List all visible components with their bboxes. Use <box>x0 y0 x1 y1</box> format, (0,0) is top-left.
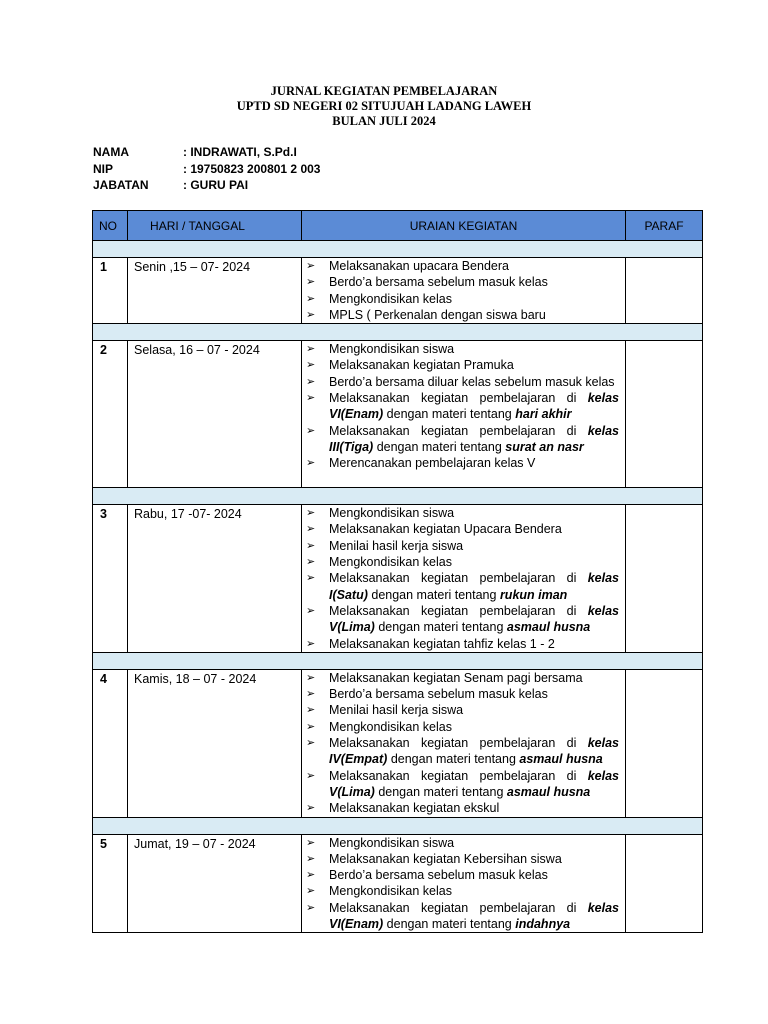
activity-text: Mengkondisikan kelas <box>329 884 452 899</box>
activity-text: Berdo’a bersama sebelum masuk kelas <box>329 868 548 883</box>
identity-row-jabatan <box>93 177 320 194</box>
activity-item <box>306 636 619 652</box>
activity-item <box>306 341 619 357</box>
row-signature <box>626 505 703 653</box>
activity-emphasis: hari akhir <box>515 407 572 422</box>
row-number: 2 <box>93 341 128 488</box>
activity-text: Melaksanakan kegiatan pembelajaran di <box>329 900 588 915</box>
col-header-activity: URAIAN KEGIATAN <box>302 211 626 241</box>
identity-label: NAMA <box>93 145 129 159</box>
table-row <box>93 258 703 324</box>
activity-item <box>306 521 619 537</box>
activity-text: Melaksanakan kegiatan Upacara Bendera <box>329 522 562 537</box>
row-signature <box>626 669 703 817</box>
activity-item <box>306 274 619 290</box>
col-header-no: NO <box>93 211 128 241</box>
activity-item <box>306 307 619 323</box>
activity-item <box>306 883 619 899</box>
activity-item <box>306 670 619 686</box>
activity-text: dengan materi tentang <box>373 439 506 454</box>
activity-item <box>306 768 619 801</box>
activity-text: Melaksanakan upacara Bendera <box>329 259 509 273</box>
activity-text: Berdo’a bersama sebelum masuk kelas <box>329 275 548 290</box>
row-date: Jumat, 19 – 07 - 2024 <box>128 834 302 933</box>
activity-text: dengan materi tentang <box>374 620 507 635</box>
identity-value: : GURU PAI <box>183 178 249 192</box>
activity-emphasis: indahnya <box>515 917 571 932</box>
journal-table <box>92 210 703 933</box>
spacer-cell <box>93 652 703 669</box>
identity-row-nip <box>93 161 320 178</box>
activity-item <box>306 702 619 718</box>
activity-item <box>306 867 619 883</box>
row-activities <box>302 834 626 933</box>
col-header-date: HARI / TANGGAL <box>128 211 302 241</box>
activity-emphasis: rukun iman <box>499 587 568 602</box>
row-number: 1 <box>93 258 128 324</box>
activity-text: Mengkondisikan kelas <box>329 719 452 734</box>
activity-emphasis: kelas VI(Enam) <box>329 391 619 422</box>
activity-text: Menilai hasil kerja siswa <box>329 703 464 718</box>
activity-item <box>306 603 619 636</box>
identity-value: : 19750823 200801 2 003 <box>183 161 321 176</box>
activity-emphasis: kelas III(Tiga) <box>329 423 619 454</box>
activity-item <box>306 390 619 423</box>
activity-list <box>302 835 625 933</box>
activity-text: Melaksanakan kegiatan pembelajaran di <box>329 736 588 751</box>
activity-item <box>306 719 619 735</box>
journal-table-body <box>93 211 703 933</box>
table-spacer-row <box>93 817 703 834</box>
activity-item <box>306 735 619 768</box>
activity-text: dengan materi tentang <box>387 752 520 767</box>
activity-text: Melaksanakan kegiatan tahfiz kelas 1 - 2 <box>329 636 555 651</box>
activity-text: Melaksanakan kegiatan Pramuka <box>329 358 514 373</box>
activity-text: Merencanakan pembelajaran kelas V <box>329 456 536 471</box>
document-header <box>0 84 768 129</box>
activity-item <box>306 835 619 851</box>
activity-item <box>306 800 619 816</box>
activity-emphasis: asmaul husna <box>519 752 603 767</box>
table-row <box>93 669 703 817</box>
activity-text: Berdo’a bersama diluar kelas sebelum masuk kelas <box>329 374 615 389</box>
spacer-cell <box>93 488 703 505</box>
activity-item <box>306 357 619 373</box>
activity-text: Melaksanakan kegiatan pembelajaran di <box>329 571 588 586</box>
activity-text: Melaksanakan kegiatan pembelajaran di <box>329 768 588 783</box>
activity-text: dengan materi tentang <box>367 587 500 602</box>
activity-emphasis: kelas V(Lima) <box>329 768 619 799</box>
activity-emphasis: asmaul husna <box>506 620 591 635</box>
activity-text: Menilai hasil kerja siswa <box>329 538 464 553</box>
activity-text: Mengkondisikan siswa <box>329 835 455 850</box>
activity-item <box>306 374 619 390</box>
activity-text: Mengkondisikan siswa <box>329 342 455 357</box>
identity-block <box>93 144 320 194</box>
activity-item <box>306 686 619 702</box>
activity-text: Mengkondisikan kelas <box>329 555 452 570</box>
row-date: Rabu, 17 -07- 2024 <box>128 505 302 653</box>
row-number: 3 <box>93 505 128 653</box>
row-activities <box>302 258 626 324</box>
table-row <box>93 505 703 653</box>
spacer-cell <box>93 324 703 341</box>
header-month: BULAN JULI 2024 <box>332 114 436 128</box>
activity-text: dengan materi tentang <box>383 407 516 422</box>
activity-text: Mengkondisikan kelas <box>329 291 452 306</box>
activity-text: Mengkondisikan siswa <box>329 506 455 521</box>
activity-list <box>302 341 625 471</box>
activity-item <box>306 291 619 307</box>
row-signature <box>626 258 703 324</box>
activity-item <box>306 851 619 867</box>
table-spacer-row <box>93 241 703 258</box>
activity-item <box>306 423 619 456</box>
row-number: 5 <box>93 834 128 933</box>
activity-emphasis: kelas I(Satu) <box>329 571 619 602</box>
identity-row-nama <box>93 144 320 161</box>
table-row <box>93 834 703 933</box>
row-date: Kamis, 18 – 07 - 2024 <box>128 669 302 817</box>
activity-text: MPLS ( Perkenalan dengan siswa baru <box>329 307 546 322</box>
activity-item <box>306 258 619 274</box>
table-row <box>93 341 703 488</box>
header-title: JURNAL KEGIATAN PEMBELAJARAN <box>270 84 498 98</box>
activity-list <box>302 670 625 817</box>
activity-item <box>306 554 619 570</box>
spacer-cell <box>93 241 703 258</box>
identity-label: JABATAN <box>93 178 149 192</box>
row-number: 4 <box>93 669 128 817</box>
table-spacer-row <box>93 652 703 669</box>
activity-emphasis: kelas VI(Enam) <box>329 900 619 932</box>
activity-emphasis: asmaul husna <box>506 784 591 799</box>
activity-list <box>302 505 625 652</box>
row-date: Selasa, 16 – 07 - 2024 <box>128 341 302 488</box>
activity-text: dengan materi tentang <box>374 784 507 799</box>
activity-text: Melaksanakan kegiatan Kebersihan siswa <box>329 851 562 866</box>
activity-list <box>302 258 625 323</box>
activity-text: Melaksanakan kegiatan ekskul <box>329 801 500 816</box>
activity-emphasis: kelas V(Lima) <box>329 603 619 635</box>
activity-item <box>306 455 619 471</box>
activity-text: Melaksanakan kegiatan pembelajaran di <box>329 423 588 438</box>
activity-emphasis: kelas IV(Empat) <box>329 736 619 767</box>
identity-value: : INDRAWATI, S.Pd.I <box>183 145 297 159</box>
activity-item <box>306 538 619 554</box>
table-spacer-row <box>93 324 703 341</box>
row-date: Senin ,15 – 07- 2024 <box>128 258 302 324</box>
table-spacer-row <box>93 488 703 505</box>
activity-text: dengan materi tentang <box>383 917 516 932</box>
row-signature <box>626 834 703 933</box>
row-signature <box>626 341 703 488</box>
spacer-cell <box>93 817 703 834</box>
row-activities <box>302 505 626 653</box>
activity-emphasis: surat an nasr <box>505 439 584 454</box>
table-header-row <box>93 211 703 241</box>
row-activities <box>302 341 626 488</box>
activity-text: Melaksanakan kegiatan Senam pagi bersama <box>329 670 583 685</box>
row-activities <box>302 669 626 817</box>
col-header-sign: PARAF <box>626 211 703 241</box>
identity-label: NIP <box>93 161 114 176</box>
activity-text: Melaksanakan kegiatan pembelajaran di <box>329 391 588 406</box>
activity-text: Berdo’a bersama sebelum masuk kelas <box>329 687 548 702</box>
activity-item <box>306 505 619 521</box>
activity-item <box>306 570 619 603</box>
header-school: UPTD SD NEGERI 02 SITUJUAH LADANG LAWEH <box>236 99 532 113</box>
activity-item <box>306 900 619 933</box>
activity-text: Melaksanakan kegiatan pembelajaran di <box>329 603 588 618</box>
